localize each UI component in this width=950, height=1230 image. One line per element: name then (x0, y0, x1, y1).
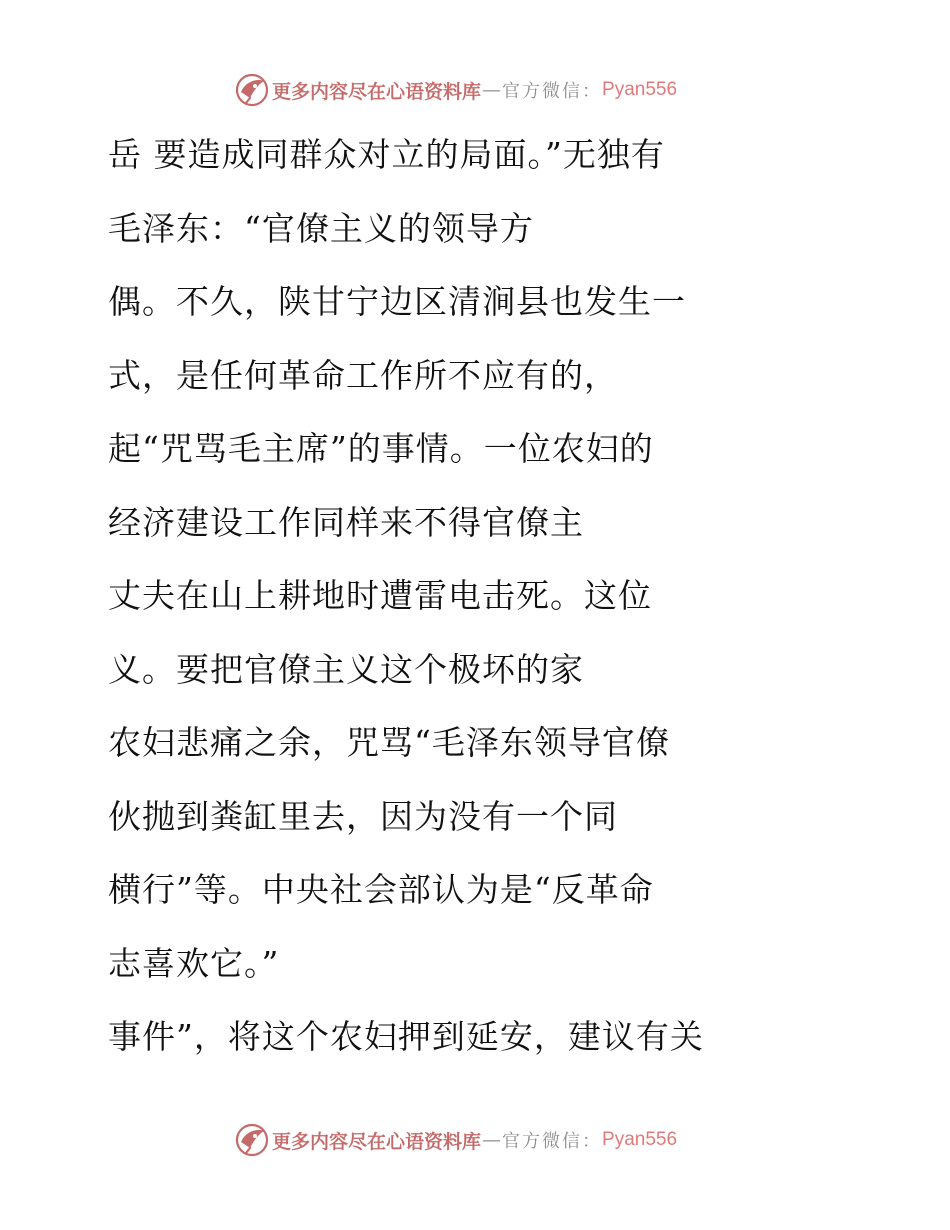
header-watermark-banner (234, 70, 714, 110)
text-line-5: 起“咒骂毛主席”的事情。一位农妇的 (108, 429, 654, 468)
text-line-2: 毛泽东：“官僚主义的领导方 (108, 208, 534, 248)
text-line-7: 丈夫在山上耕地时遭雷电击死。这位 (108, 576, 652, 615)
text-line-1: 岳 要造成同群众对立的局面。”无独有 (108, 135, 665, 174)
banner-wechat-id: Pyan556 (602, 1129, 678, 1150)
banner-official-label: 官方微信： (502, 1131, 603, 1152)
banner-title: 更多内容尽在心语资料库 (272, 1130, 482, 1153)
text-line-8: 义。要把官僚主义这个极坏的家 (108, 649, 584, 689)
text-line-11: 横行”等。中央社会部认为是“反革命 (108, 870, 654, 909)
document-body (108, 118, 868, 1074)
footer-watermark-banner (234, 1120, 714, 1160)
text-line-3: 偶。不久，陕甘宁边区清涧县也发生一 (108, 282, 686, 321)
pen-nib-logo-icon (234, 1122, 270, 1158)
banner-wechat-id: Pyan556 (602, 79, 678, 100)
text-line-9: 农妇悲痛之余，咒骂“毛泽东领导官僚 (108, 723, 670, 762)
text-line-10: 伙抛到粪缸里去，因为没有一个同 (108, 796, 618, 836)
text-line-6: 经济建设工作同样来不得官僚主 (108, 502, 584, 542)
banner-dash: — (482, 79, 502, 101)
banner-title: 更多内容尽在心语资料库 (272, 80, 482, 103)
pen-nib-logo-icon (234, 72, 270, 108)
text-line-13: 事件”，将这个农妇押到延安，建议有关 (108, 1017, 704, 1056)
banner-dash: — (482, 1129, 502, 1151)
text-line-4: 式，是任何革命工作所不应有的， (108, 355, 618, 395)
text-line-12: 志喜欢它。” (108, 943, 280, 983)
banner-official-label: 官方微信： (502, 81, 603, 102)
